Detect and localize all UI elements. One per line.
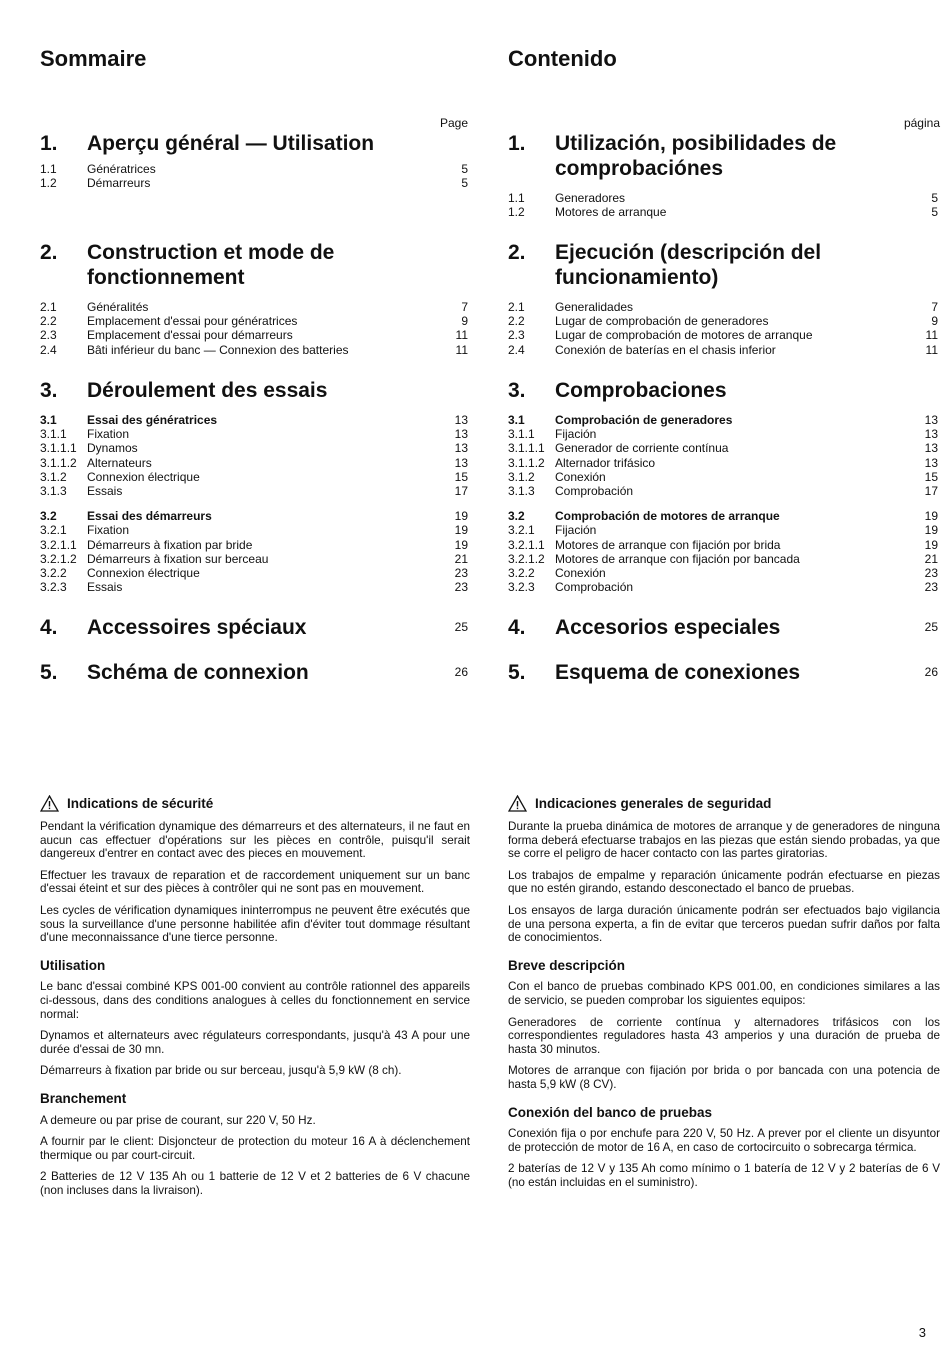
section-number: 3.: [40, 379, 58, 402]
section-title: Accessoires spéciaux: [87, 616, 307, 639]
section-title: Aperçu général — Utilisation: [87, 132, 375, 155]
connection-heading: Conexión del banco de pruebas: [508, 1104, 713, 1120]
connection-heading: Branchement: [40, 1090, 127, 1106]
section-title: Construction et mode de fonctionnement: [87, 241, 335, 289]
section-title: Comprobaciones: [555, 379, 727, 402]
warning-triangle-icon: [508, 795, 527, 812]
usage-paragraph: Le banc d'essai combiné KPS 001-00 convient au contrôle rationnel des appareils ci-dessous, dans des conditions analogues à celles du fonctionnement en service normal:: [40, 980, 470, 1021]
toc-entry: 1.1 Generadores 5: [508, 191, 938, 205]
section-page: 25: [454, 620, 468, 634]
toc-section-2: [40, 240, 470, 357]
section-title: Déroulement des essais: [87, 379, 328, 402]
section-title: Esquema de conexiones: [555, 661, 801, 684]
toc-entry: 3.1.2 Connexion électrique 15: [40, 469, 468, 484]
toc-entry: 3.1.1.2 Alternador trifásico 13: [508, 455, 938, 470]
section-title: Accesorios especiales: [555, 616, 781, 639]
usage-paragraph: Dynamos et alternateurs avec régulateurs correspondants, jusqu'à 43 A pour une durée d'essai de 30 mn.: [40, 1029, 470, 1056]
usage-paragraph: Démarreurs à fixation par bride ou sur berceau, jusqu'à 5,9 kW (8 ch).: [40, 1064, 402, 1078]
page-column-label: Page: [439, 116, 468, 130]
toc-entry: 3.2 Essai des démarreurs 19: [40, 509, 468, 524]
toc-entry: 2.3 Lugar de comprobación de motores de arranque 11: [508, 328, 938, 343]
connection-paragraph: Conexión fija o por enchufe para 220 V, 50 Hz. A prever por el cliente un disyuntor de protección de motor de 16 A, en caso de cortocircuito o sobrecarga térmica.: [508, 1127, 940, 1154]
section-number: 4.: [40, 616, 58, 639]
safety-paragraph: Les cycles de vérification dynamiques ininterrompus ne peuvent être exécutés que sous la surveillance d'une personne habilitée afin d'éviter tout dommage résultant d'une meconnaissance d'une tierce personne.: [40, 903, 470, 945]
toc-entry: 2.1 Generalidades 7: [508, 300, 938, 314]
toc-entry: 1.2 Démarreurs 5: [40, 176, 468, 191]
section-page: 26: [924, 665, 938, 679]
toc-entry: 2.4 Bâti inférieur du banc — Connexion des batteries 11: [40, 342, 468, 357]
section-number: 1.: [508, 132, 526, 155]
toc-section-4: [508, 615, 940, 640]
toc-entry: 3.2.1 Fixation 19: [40, 523, 468, 538]
toc-entry: 3.2.1.2 Motores de arranque con fijación por bancada 21: [508, 551, 938, 566]
section-page: 25: [924, 620, 938, 634]
toc-entry: 1.2 Motores de arranque 5: [508, 205, 938, 220]
safety-heading: Indications de sécurité: [40, 795, 470, 812]
toc-entry: 3.1 Comprobación de generadores 13: [508, 413, 938, 427]
section-number: 5.: [40, 661, 58, 684]
section-page: 26: [454, 665, 468, 679]
usage-heading: Breve descripción: [508, 957, 626, 973]
toc-entry: 2.4 Conexión de baterías en el chasis inferior 11: [508, 342, 938, 357]
toc-entry: 3.1 Essai des génératrices 13: [40, 413, 468, 427]
toc-entry: 3.1.1 Fijación 13: [508, 427, 938, 442]
toc-entry: 2.2 Lugar de comprobación de generadores 9: [508, 314, 938, 329]
page-column-label: página: [903, 116, 940, 130]
connection-paragraph: A fournir par le client: Disjoncteur de protection du moteur 16 A à déclenchement thermique ou par court-circuit.: [40, 1135, 470, 1162]
toc-section-5: [508, 660, 940, 685]
toc-entry: 3.1.3 Essais 17: [40, 484, 468, 499]
toc-entry: 3.1.2 Conexión 15: [508, 469, 938, 484]
toc-entry: 3.2.1.1 Démarreurs à fixation par bride 19: [40, 537, 468, 552]
toc-section-5: [40, 660, 470, 685]
toc-entry: 3.2.1.1 Motores de arranque con fijación por brida 19: [508, 537, 938, 552]
toc-section-4: [40, 615, 470, 640]
toc-entry: 3.1.1 Fixation 13: [40, 427, 468, 442]
toc-entry: 3.1.3 Comprobación 17: [508, 484, 938, 499]
section-number: 1.: [40, 132, 58, 155]
toc-entry: 1.1 Génératrices 5: [40, 162, 468, 176]
connection-paragraph: A demeure ou par prise de courant, sur 220 V, 50 Hz.: [40, 1113, 316, 1127]
toc-section-3: [508, 378, 940, 594]
safety-paragraph: Los trabajos de empalme y reparación únicamente podrán efectuarse en piezas que no estén girando, estando desconectado el banco de pruebas.: [508, 868, 940, 896]
connection-paragraph: 2 Batteries de 12 V 135 Ah ou 1 batterie de 12 V et 2 batteries de 6 V chacune (non incluses dans la livraison).: [40, 1170, 470, 1197]
toc-section-3: [40, 378, 470, 594]
usage-paragraph: Generadores de corriente contínua y alternadores trifásicos con los correspondientes reguladores hasta 43 amperios y una duración de prueba de hasta 30 minutos.: [508, 1015, 940, 1056]
spanish-info-block: [508, 795, 940, 1197]
toc-entry: 3.2 Comprobación de motores de arranque 19: [508, 509, 938, 524]
usage-paragraph: Motores de arranque con fijación por brida o por bancada con una potencia de hasta 5,9 kW (8 CV).: [508, 1064, 940, 1091]
section-number: 2.: [40, 241, 58, 264]
section-number: 5.: [508, 661, 526, 684]
usage-heading: Utilisation: [40, 957, 106, 973]
toc-entry: 3.2.1.2 Démarreurs à fixation sur berceau 21: [40, 551, 468, 566]
section-number: 4.: [508, 616, 526, 639]
toc-entry: 3.2.3 Comprobación 23: [508, 580, 938, 595]
section-number: 2.: [508, 241, 526, 264]
toc-entry: 3.1.1.2 Alternateurs 13: [40, 455, 468, 470]
safety-paragraph: Durante la prueba dinámica de motores de arranque y de generadores de ninguna forma deberá efectuarse trabajos en las piezas que están siendo probadas, ya que se corre el peligro de hacer contacto con las partes giratorias.: [508, 820, 940, 861]
toc-entry: 2.2 Emplacement d'essai pour génératrices 9: [40, 314, 468, 329]
safety-paragraph: Pendant la vérification dynamique des démarreurs et des alternateurs, il ne faut en aucun cas effectuer d'opérations sur les pièces en contrôle, puisqu'il serait dangereux d'entrer en contact avec des pieces en mouvement.: [40, 820, 470, 861]
connection-paragraph: 2 baterías de 12 V y 135 Ah como mínimo o 1 batería de 12 V y 2 baterías de 6 V (no están incluidas en el suministro).: [508, 1162, 940, 1189]
french-info-block: [40, 795, 470, 1205]
page-number: 3: [918, 1325, 926, 1340]
toc-section-1: [40, 131, 470, 190]
toc-entry: 3.2.3 Essais 23: [40, 580, 468, 595]
section-title: Utilización, posibilidades de comprobaciónes: [555, 132, 837, 180]
toc-entry: 3.1.1.1 Dynamos 13: [40, 441, 468, 456]
toc-entry: 2.1 Généralités 7: [40, 300, 468, 314]
safety-paragraph: Effectuer les travaux de reparation et de raccordement uniquement sur un banc d'essai éteint et sur des pièces à contrôler qui ne sont pas en mouvement.: [40, 868, 470, 896]
section-number: 3.: [508, 379, 526, 402]
contents-title: Contenido: [508, 46, 617, 71]
section-title: Schéma de connexion: [87, 661, 309, 684]
warning-triangle-icon: [40, 795, 59, 812]
summary-title: Sommaire: [40, 46, 147, 71]
usage-paragraph: Con el banco de pruebas combinado KPS 001.00, en condiciones similares a las de servicio, se pueden comprobar los siguientes equipos:: [508, 980, 940, 1007]
toc-entry: 3.1.1.1 Generador de corriente contínua 13: [508, 441, 938, 456]
toc-section-2: [508, 240, 940, 357]
toc-section-1: [508, 131, 940, 219]
section-title: Ejecución (descripción del funcionamiento): [555, 241, 822, 289]
safety-paragraph: Los ensayos de larga duración únicamente podrán ser efectuados bajo vigilancia de una persona experta, a fin de evitar que terceros puedan sufrir daños por falta de conocimientos.: [508, 903, 940, 945]
safety-heading: Indicaciones generales de seguridad: [508, 795, 940, 812]
toc-entry: 3.2.1 Fijación 19: [508, 523, 938, 538]
toc-entry: 2.3 Emplacement d'essai pour démarreurs 11: [40, 328, 468, 343]
toc-entry: 3.2.2 Connexion électrique 23: [40, 566, 468, 581]
toc-entry: 3.2.2 Conexión 23: [508, 566, 938, 581]
